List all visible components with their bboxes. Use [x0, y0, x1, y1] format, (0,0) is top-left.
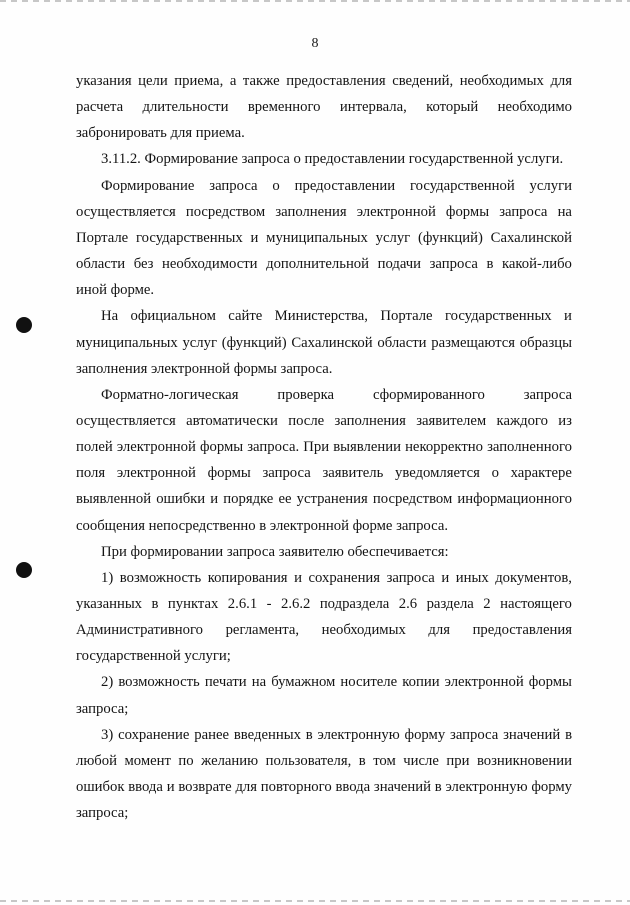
text-line: забронировать для приема.	[76, 125, 245, 141]
text-line: Портале государственных и муниципальных услуг (функций) Сахалинской	[76, 230, 572, 246]
text-line: Форматно-логическая проверка сформированного запроса	[101, 387, 572, 403]
text-line: любой момент по желанию пользователя, в том числе при возникновении	[76, 753, 572, 769]
text-line: муниципальных услуг (функций) Сахалинской области размещаются образцы	[76, 335, 572, 351]
text-line: сообщения непосредственно в электронной форме запроса.	[76, 518, 449, 534]
text-line: 1) возможность копирования и сохранения запроса и иных документов,	[101, 570, 572, 586]
text-line: запроса;	[76, 805, 129, 821]
text-line: 2) возможность печати на бумажном носителе копии электронной формы	[101, 674, 572, 690]
text-line: заполнения электронной формы запроса.	[76, 361, 333, 377]
text-line: полей электронной формы запроса. При выявлении некорректно заполненного	[76, 439, 572, 455]
text-line: поля электронной формы запроса заявитель уведомляется о характере	[76, 465, 572, 481]
text-line: ошибок ввода и возврате для повторного ввода значений в электронную форму	[76, 779, 572, 795]
text-line: Административного регламента, необходимых для предоставления	[76, 622, 572, 638]
text-line: расчета длительности временного интервала, который необходимо	[76, 99, 572, 115]
text-line: осуществляется автоматически после заполнения заявителем каждого из	[76, 413, 572, 429]
text-line: государственной услуги;	[76, 648, 231, 664]
text-line: иной форме.	[76, 282, 155, 298]
text-line: На официальном сайте Министерства, Портале государственных и	[101, 308, 572, 324]
page-number: 8	[311, 36, 319, 51]
binder-hole-bottom	[16, 562, 32, 578]
text-line: Формирование запроса о предоставлении государственной услуги	[101, 178, 572, 194]
text-line: указанных в пунктах 2.6.1 - 2.6.2 подраздела 2.6 раздела 2 настоящего	[76, 596, 572, 612]
text-line: области без необходимости дополнительной подачи запроса в какой-либо	[76, 256, 572, 272]
text-line: выявленной ошибки и порядке ее устранения посредством информационного	[76, 491, 572, 507]
text-line: указания цели приема, а также предоставления сведений, необходимых для	[76, 73, 572, 89]
text-line: запроса;	[76, 701, 129, 717]
text-line: 3.11.2. Формирование запроса о предоставлении государственной услуги.	[101, 151, 564, 167]
scan-edge-bottom	[0, 900, 630, 902]
binder-hole-top	[16, 317, 32, 333]
text-line: 3) сохранение ранее введенных в электронную форму запроса значений в	[101, 727, 572, 743]
text-line: осуществляется посредством заполнения электронной формы запроса на	[76, 204, 572, 220]
text-line: При формировании запроса заявителю обеспечивается:	[101, 544, 449, 560]
